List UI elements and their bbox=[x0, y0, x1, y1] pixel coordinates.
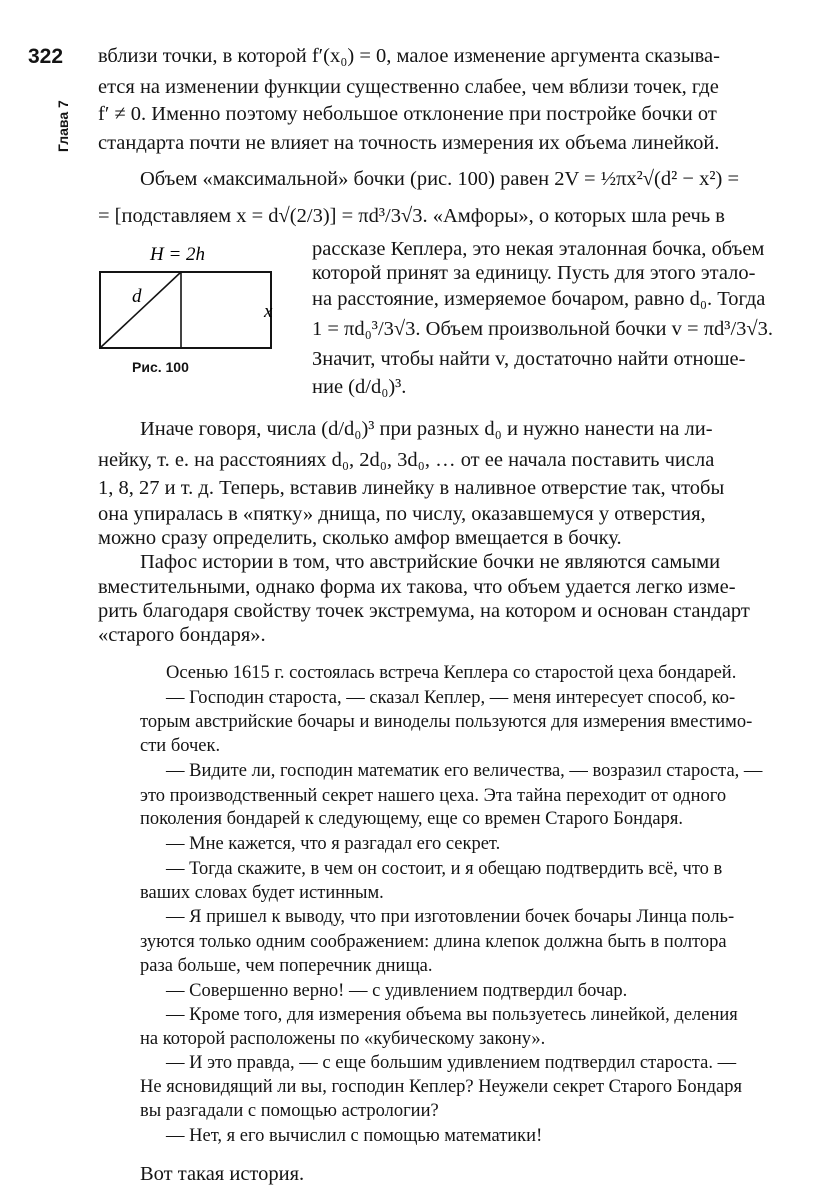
story-line: — И это правда, — с еще большим удивлением подтвердил староста. — bbox=[166, 1053, 737, 1073]
text-line: ние (d/d₀)³. bbox=[312, 376, 407, 398]
story-line: — Мне кажется, что я разгадал его секрет. bbox=[166, 834, 501, 854]
text-line: «старого бондаря». bbox=[98, 624, 266, 646]
text-line: 1, 8, 27 и т. д. Теперь, вставив линейку в наливное отверстие так, чтобы bbox=[98, 477, 725, 499]
figure-label-x: x bbox=[264, 301, 273, 322]
story-line: ваших словах будет истинным. bbox=[140, 883, 384, 903]
figure-diagonal bbox=[100, 272, 181, 348]
story-line: это производственный секрет нашего цеха. Эта тайна переходит от одного bbox=[140, 786, 727, 806]
formula-line: Объем «максимальной» бочки (рис. 100) равен 2V = ½πx²√(d² − x²) = bbox=[140, 168, 740, 190]
story-line: — Тогда скажите, в чем он состоит, и я обещаю подтвердить всё, что в bbox=[166, 859, 723, 879]
page-number: 322 bbox=[28, 45, 64, 68]
story-line: раза больше, чем поперечник днища. bbox=[140, 956, 433, 976]
figure-caption: Рис. 100 bbox=[132, 359, 189, 375]
text-line: вместительными, однако форма их такова, что объем удается легко изме- bbox=[98, 576, 736, 598]
text-line: которой принят за единицу. Пусть для этого этало- bbox=[312, 262, 756, 284]
text-line: она упиралась в «пятку» днища, по числу, оказавшемуся у отверстия, bbox=[98, 503, 706, 525]
text-line: можно сразу определить, сколько амфор вмещается в бочку. bbox=[98, 527, 622, 549]
story-line: поколения бондарей к следующему, еще со времен Старого Бондаря. bbox=[140, 809, 683, 829]
text-line: нейку, т. е. на расстояниях d₀, 2d₀, 3d₀, … от ее начала поставить числа bbox=[98, 449, 715, 471]
story-line: — Нет, я его вычислил с помощью математики! bbox=[166, 1126, 543, 1146]
text-line: стандарта почти не влияет на точность измерения их объема линейкой. bbox=[98, 132, 720, 154]
closing-line: Вот такая история. bbox=[140, 1163, 305, 1185]
story-line: — Господин староста, — сказал Кеплер, — меня интересует способ, ко- bbox=[166, 688, 736, 708]
figure-label-h: H = 2h bbox=[150, 244, 206, 265]
story-line: Осенью 1615 г. состоялась встреча Кеплера со старостой цеха бондарей. bbox=[166, 663, 737, 683]
text-line: рить благодаря свойству точек экстремума, на котором и основан стандарт bbox=[98, 600, 750, 622]
story-line: — Я пришел к выводу, что при изготовлении бочек бочары Линца поль- bbox=[166, 907, 735, 927]
text-line: вблизи точки, в которой f′(x₀) = 0, малое изменение аргумента сказыва- bbox=[98, 45, 720, 67]
formula-line: 1 = πd₀³/3√3. Объем произвольной бочки v = πd³/3√3. bbox=[312, 318, 774, 340]
text-line: Пафос истории в том, что австрийские бочки не являются самыми bbox=[140, 551, 721, 573]
story-line: на которой расположены по «кубическому закону». bbox=[140, 1029, 546, 1049]
barrel-figure bbox=[90, 240, 300, 360]
story-line: — Видите ли, господин математик его величества, — возразил староста, — bbox=[166, 761, 763, 781]
story-line: зуются только одним соображением: длина клепок должна быть в полтора bbox=[140, 932, 727, 952]
story-line: сти бочек. bbox=[140, 736, 221, 756]
text-line: ется на изменении функции существенно слабее, чем вблизи точек, где bbox=[98, 76, 719, 98]
story-line: вы разгадали с помощью астрологии? bbox=[140, 1101, 439, 1121]
text-line: на расстояние, измеряемое бочаром, равно d₀. Тогда bbox=[312, 288, 766, 310]
chapter-label: Глава 7 bbox=[55, 100, 71, 152]
text-line: рассказе Кеплера, это некая эталонная бочка, объем bbox=[312, 238, 765, 260]
story-line: торым австрийские бочары и виноделы пользуются для измерения вместимо- bbox=[140, 712, 753, 732]
figure-rectangle bbox=[100, 272, 271, 348]
story-line: Не ясновидящий ли вы, господин Кеплер? Неужели секрет Старого Бондаря bbox=[140, 1077, 742, 1097]
text-line: Иначе говоря, числа (d/d₀)³ при разных d₀ и нужно нанести на ли- bbox=[140, 418, 713, 440]
formula-line: = [подставляем x = d√(2/3)] = πd³/3√3. «Амфоры», о которых шла речь в bbox=[98, 205, 725, 227]
text-line: f′ ≠ 0. Именно поэтому небольшое отклонение при постройке бочки от bbox=[98, 103, 717, 125]
text-line: Значит, чтобы найти v, достаточно найти отноше- bbox=[312, 348, 746, 370]
story-line: — Совершенно верно! — с удивлением подтвердил бочар. bbox=[166, 981, 628, 1001]
story-line: — Кроме того, для измерения объема вы пользуетесь линейкой, деления bbox=[166, 1005, 738, 1025]
figure-label-d: d bbox=[132, 286, 142, 307]
